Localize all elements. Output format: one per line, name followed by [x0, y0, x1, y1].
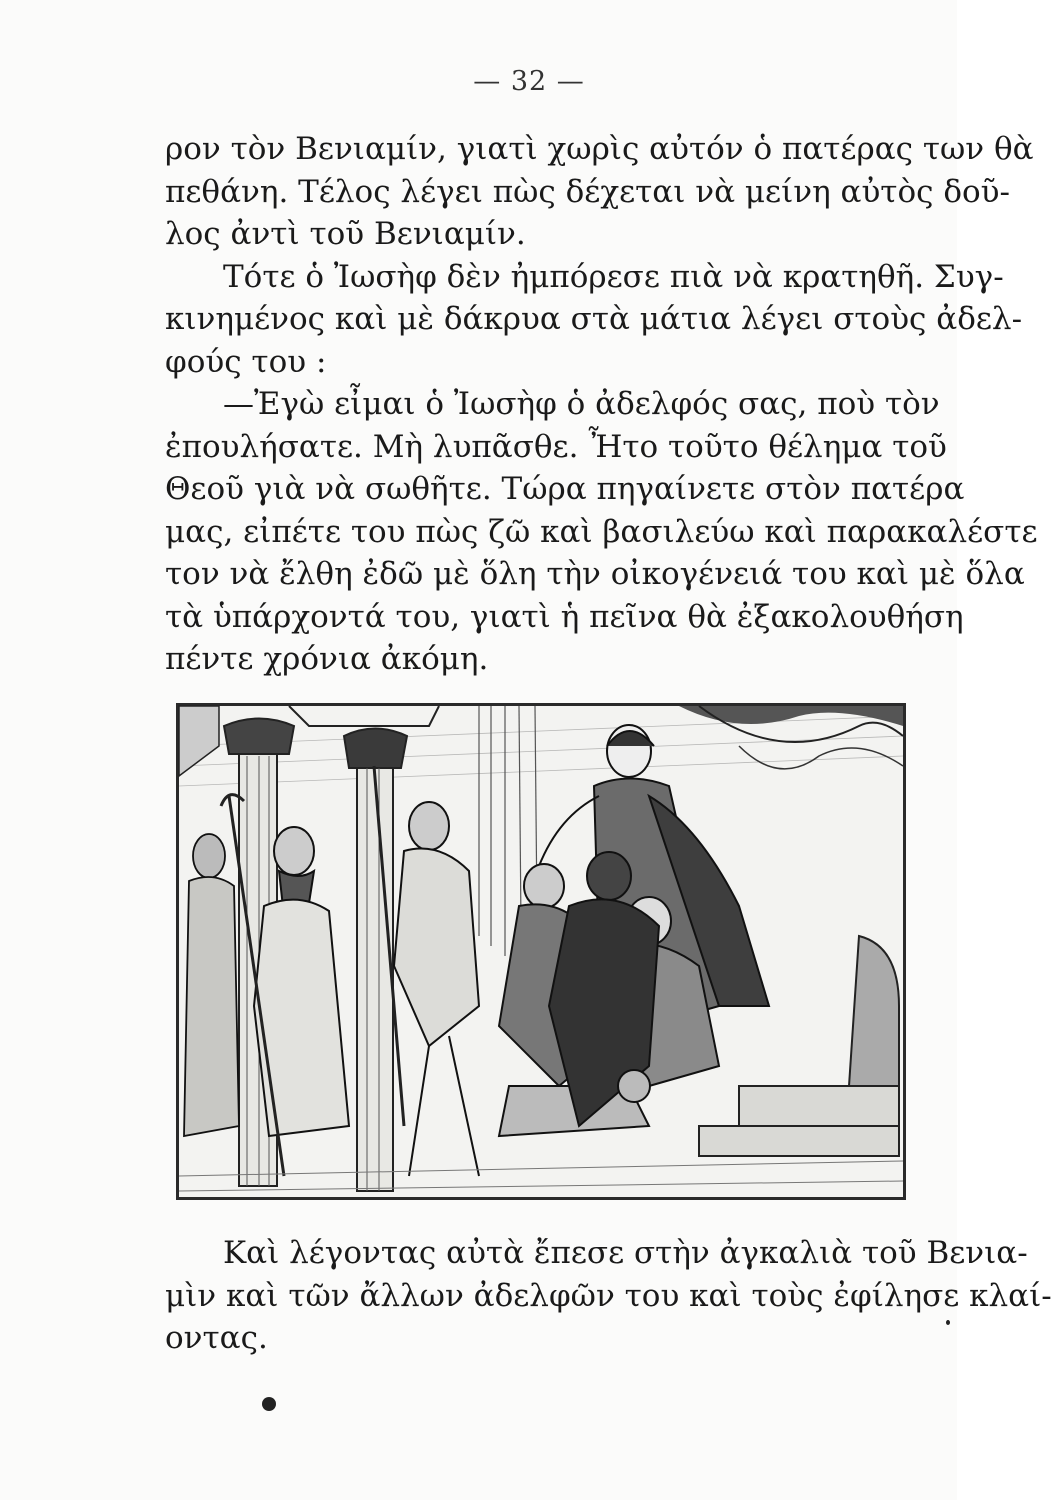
- ink-speck: [946, 1320, 950, 1325]
- text-line: πέντε χρόνια ἀκόμη.: [165, 641, 489, 677]
- text-line: τὰ ὑπάρχοντά του, γιατὶ ἡ πεῖνα θὰ ἐξακολουθήση: [165, 598, 964, 635]
- text-line: οντας.: [165, 1320, 268, 1356]
- text-line: λος ἀντὶ τοῦ Βενιαμίν.: [165, 216, 526, 252]
- illustration-joseph-and-brothers: [176, 703, 906, 1200]
- text-line: Καὶ λέγοντας αὐτὰ ἔπεσε στὴν ἀγκαλιὰ τοῦ Βενια-: [223, 1235, 1028, 1271]
- lower-text: [165, 1232, 1052, 1360]
- text-line: —Ἐγὼ εἶμαι ὁ Ἰωσὴφ ὁ ἀδελφός σας, ποὺ τὸν: [223, 386, 940, 422]
- page-number: — 32 —: [473, 66, 585, 97]
- text-line: Τότε ὁ Ἰωσὴφ δὲν ἠμπόρεσε πιὰ νὰ κρατηθῆ. Συγ-: [223, 258, 1004, 295]
- text-line: μας, εἰπέτε του πὼς ζῶ καὶ βασιλεύω καὶ παρακαλέστε: [165, 513, 1038, 550]
- text-line: τον νὰ ἔλθη ἐδῶ μὲ ὅλη τὴν οἰκογένειά του καὶ μὲ ὅλα: [165, 556, 1025, 592]
- text-line: Θεοῦ γιὰ νὰ σωθῆτε. Τώρα πηγαίνετε στὸν πατέρα: [165, 471, 965, 507]
- text-line: κινημένος καὶ μὲ δάκρυα στὰ μάτια λέγει στοὺς ἀδελ-: [165, 301, 1023, 337]
- text-line: ἐπουλήσατε. Μὴ λυπᾶσθε. Ἦτο τοῦτο θέλημα τοῦ: [165, 428, 947, 465]
- far-left-figure: [184, 834, 239, 1136]
- text-line: ρον τὸν Βενιαμίν, γιατὶ χωρὶς αὐτόν ὁ πατέρας των θὰ: [165, 131, 1034, 167]
- ink-speck: [262, 1397, 276, 1411]
- text-line: φούς του :: [165, 343, 327, 380]
- text-line: πεθάνη. Τέλος λέγει πὼς δέχεται νὰ μείνη αὐτὸς δοῦ-: [165, 173, 1010, 210]
- text-line: μὶν καὶ τῶν ἄλλων ἀδελφῶν του καὶ τοὺς ἐφίλησε κλαί-: [165, 1277, 1052, 1314]
- upper-text: [165, 128, 1038, 681]
- engraving-drawing: [179, 706, 903, 1197]
